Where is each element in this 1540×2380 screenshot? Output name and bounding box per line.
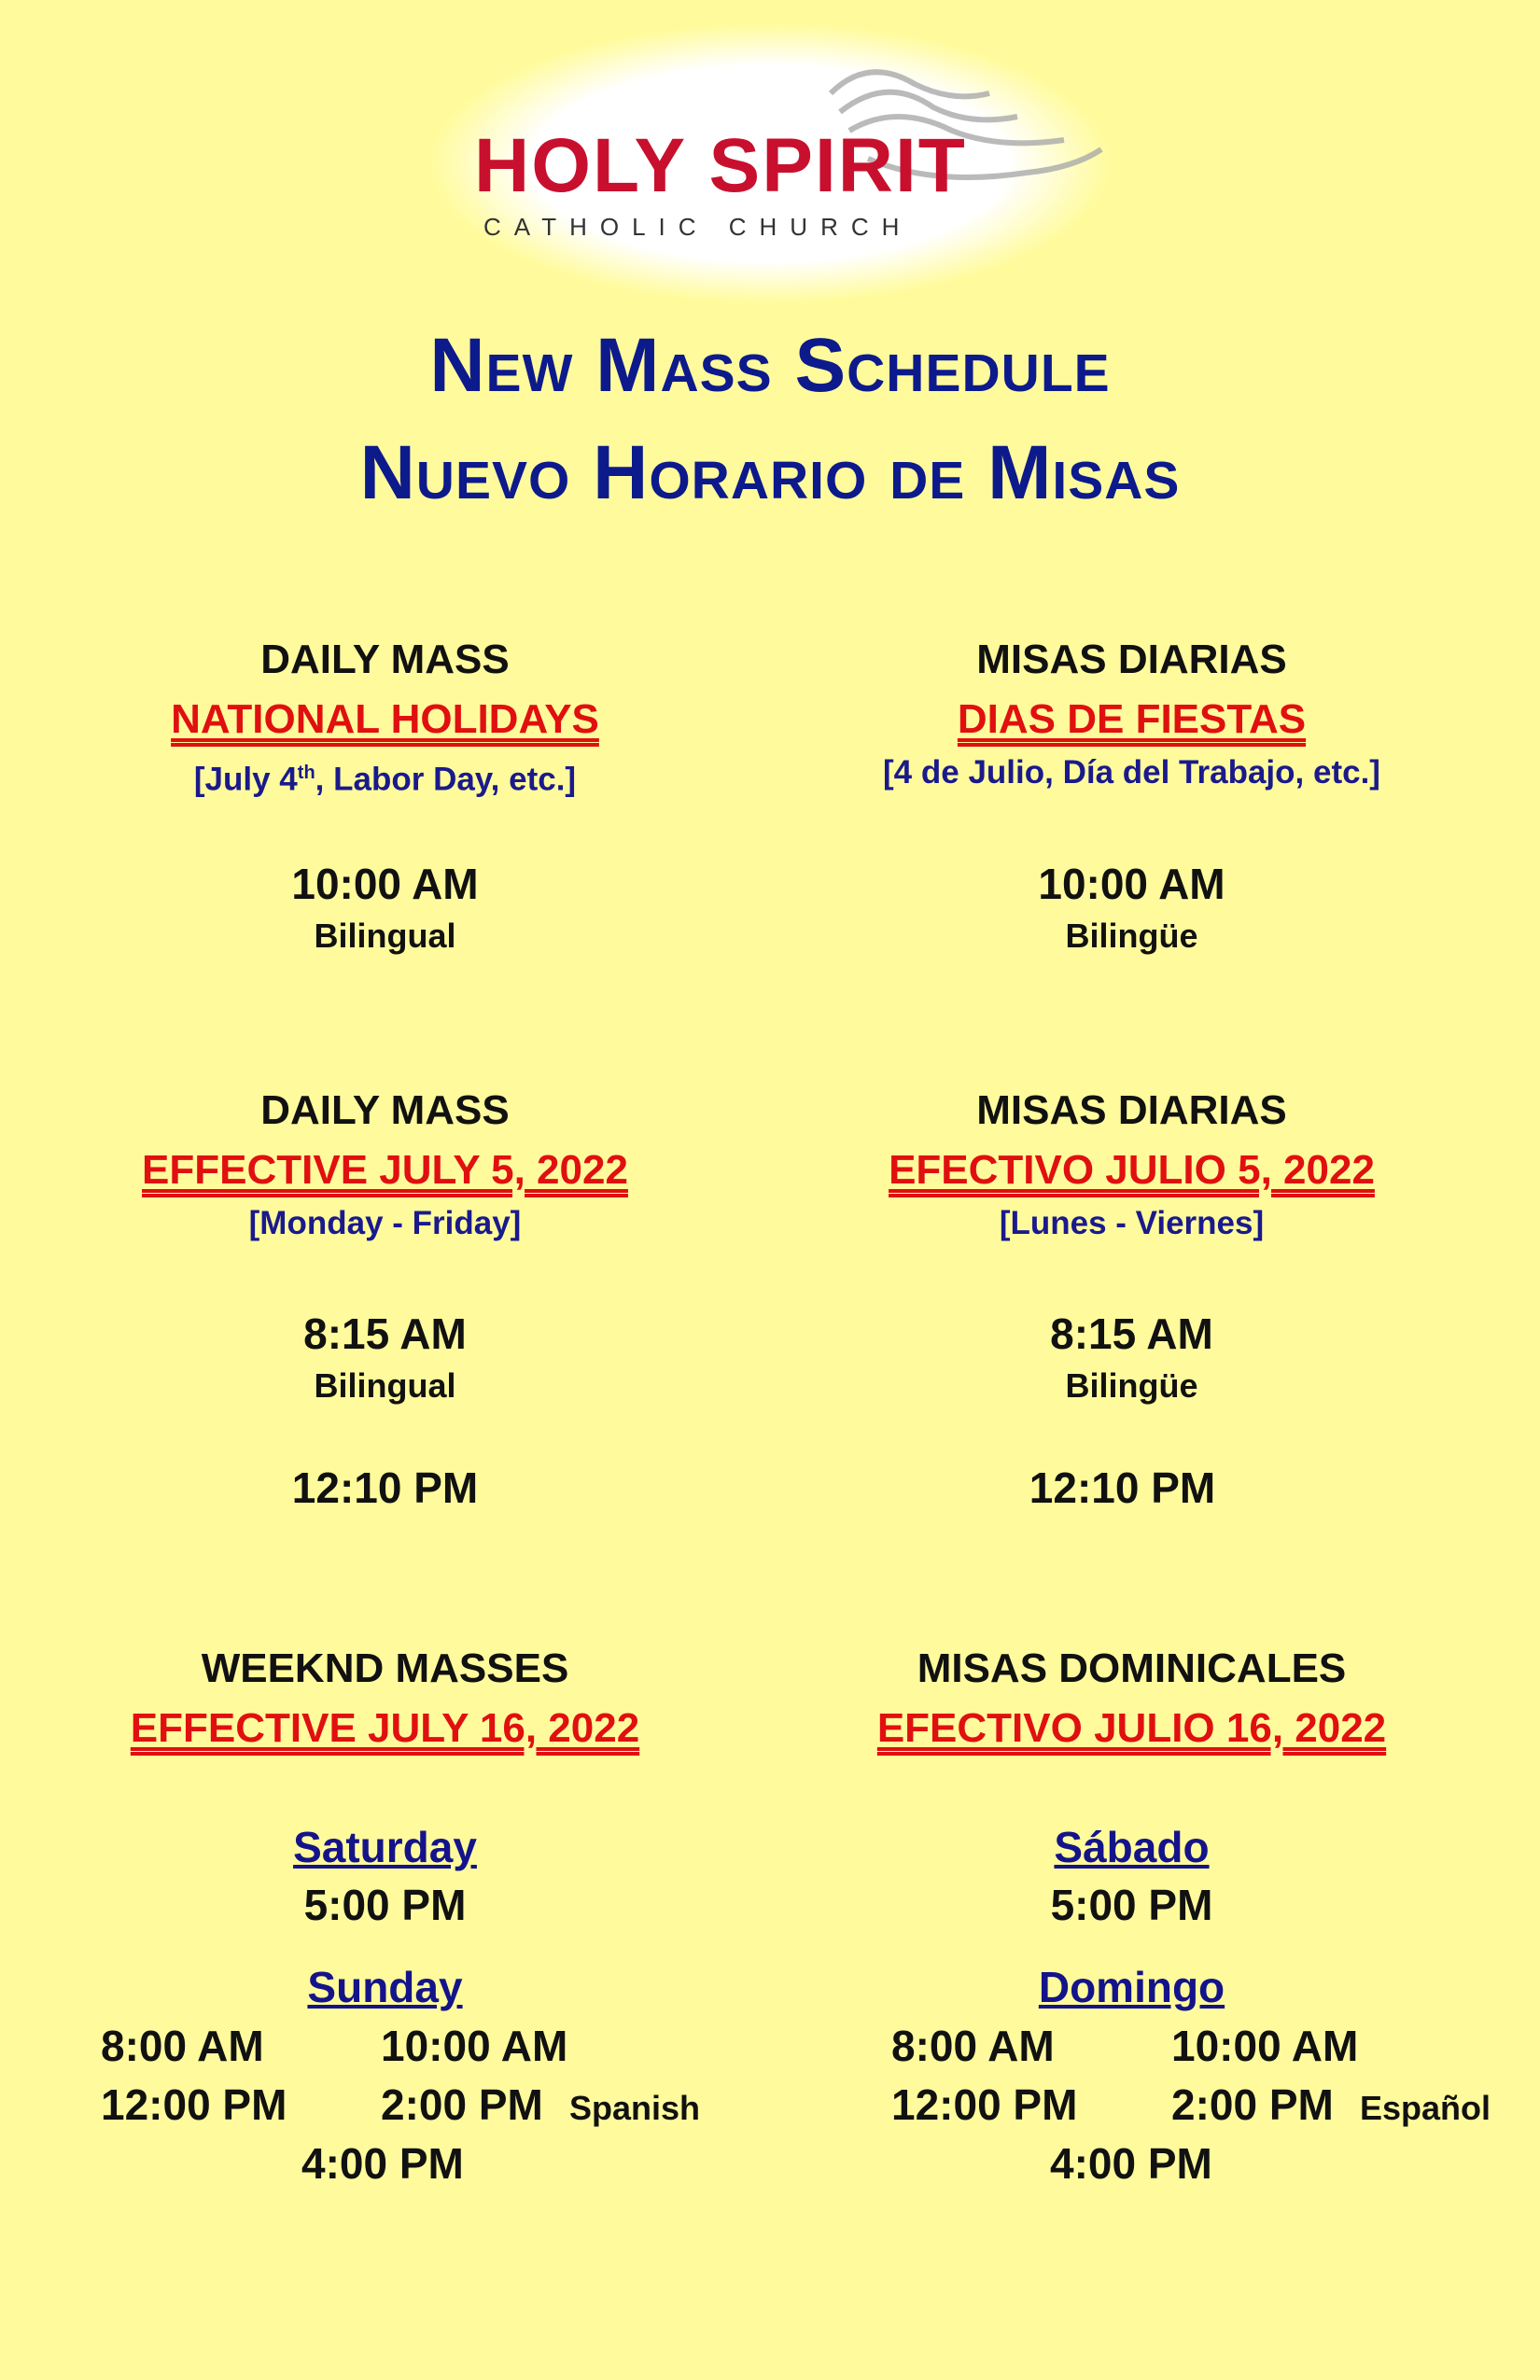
- section-heading: MISAS DOMINICALES: [917, 1645, 1347, 1691]
- mass-time: 5:00 PM: [303, 1881, 467, 1929]
- section-note: [July 4th, Labor Day, etc.]: [193, 761, 577, 798]
- section-label: DIAS DE FIESTAS: [957, 696, 1307, 742]
- weekend-section-en: [0, 1639, 770, 1758]
- section-heading: WEEKND MASSES: [201, 1645, 569, 1691]
- sunday-en: [0, 1958, 770, 2016]
- holidays-time-en: [0, 855, 770, 959]
- day-label: Sábado: [1054, 1823, 1210, 1871]
- sunday-times-es: [789, 2017, 1540, 2204]
- sunday-time: 2:00 PM: [1171, 2080, 1334, 2129]
- daily-time-en: [0, 1305, 770, 1409]
- day-label: Saturday: [293, 1823, 477, 1871]
- section-note: [4 de Julio, Día del Trabajo, etc.]: [883, 754, 1380, 791]
- sunday-time: 8:00 AM: [891, 2022, 1055, 2070]
- section-note: [Lunes - Viernes]: [999, 1205, 1265, 1241]
- holidays-section-es: [747, 630, 1517, 796]
- section-label: EFECTIVO JULIO 5, 2022: [889, 1147, 1375, 1193]
- daily-section-en: [0, 1081, 770, 1247]
- sunday-time: 2:00 PM: [381, 2080, 543, 2129]
- section-label: EFFECTIVE JULY 16, 2022: [130, 1705, 640, 1751]
- section-note: [Monday - Friday]: [248, 1205, 522, 1241]
- daily-time2-es: [747, 1459, 1517, 1517]
- saturday-es: [747, 1818, 1517, 1934]
- weekend-section-es: [747, 1639, 1517, 1758]
- mass-time: 10:00 AM: [291, 860, 479, 908]
- sunday-time: 12:00 PM: [101, 2080, 287, 2129]
- section-heading: MISAS DIARIAS: [976, 1087, 1287, 1133]
- logo-name: HOLY SPIRIT: [474, 123, 967, 208]
- daily-time2-en: [0, 1459, 770, 1517]
- saturday-en: [0, 1818, 770, 1934]
- holidays-section-en: [0, 630, 770, 804]
- sunday-time: 12:00 PM: [891, 2080, 1078, 2129]
- logo-subtitle: CATHOLIC CHURCH: [483, 213, 913, 241]
- mass-language: Bilingual: [314, 917, 456, 955]
- day-label: Sunday: [307, 1963, 463, 2011]
- mass-language: Bilingüe: [1065, 917, 1198, 955]
- sunday-time: 4:00 PM: [1050, 2139, 1212, 2188]
- mass-language: Bilingüe: [1065, 1366, 1198, 1405]
- mass-time: 5:00 PM: [1050, 1881, 1213, 1929]
- sunday-es: [747, 1958, 1517, 2016]
- mass-time: 12:10 PM: [1029, 1463, 1216, 1512]
- sunday-time: 10:00 AM: [381, 2022, 568, 2070]
- mass-time: 10:00 AM: [1038, 860, 1225, 908]
- section-label: NATIONAL HOLIDAYS: [171, 696, 599, 742]
- section-heading: DAILY MASS: [260, 1087, 510, 1133]
- section-label: EFECTIVO JULIO 16, 2022: [876, 1705, 1387, 1751]
- sunday-times-en: [0, 2017, 770, 2204]
- daily-section-es: [747, 1081, 1517, 1247]
- holidays-time-es: [747, 855, 1517, 959]
- section-heading: MISAS DIARIAS: [976, 637, 1287, 682]
- sunday-time: 8:00 AM: [101, 2022, 264, 2070]
- daily-time-es: [747, 1305, 1517, 1409]
- sunday-time: 10:00 AM: [1171, 2022, 1359, 2070]
- mass-language: Bilingual: [314, 1366, 456, 1405]
- mass-time: 8:15 AM: [303, 1309, 467, 1358]
- mass-time: 8:15 AM: [1050, 1309, 1213, 1358]
- language-note: Español: [1360, 2089, 1491, 2127]
- title-spanish: Nuevo Horario de Misas: [359, 430, 1181, 515]
- day-label: Domingo: [1038, 1963, 1225, 2011]
- language-note: Spanish: [569, 2089, 701, 2127]
- sunday-time: 4:00 PM: [301, 2139, 464, 2188]
- mass-time: 12:10 PM: [291, 1463, 479, 1512]
- title-english: New Mass Schedule: [429, 323, 1111, 408]
- section-heading: DAILY MASS: [260, 637, 510, 682]
- section-label: EFFECTIVE JULY 5, 2022: [142, 1147, 628, 1193]
